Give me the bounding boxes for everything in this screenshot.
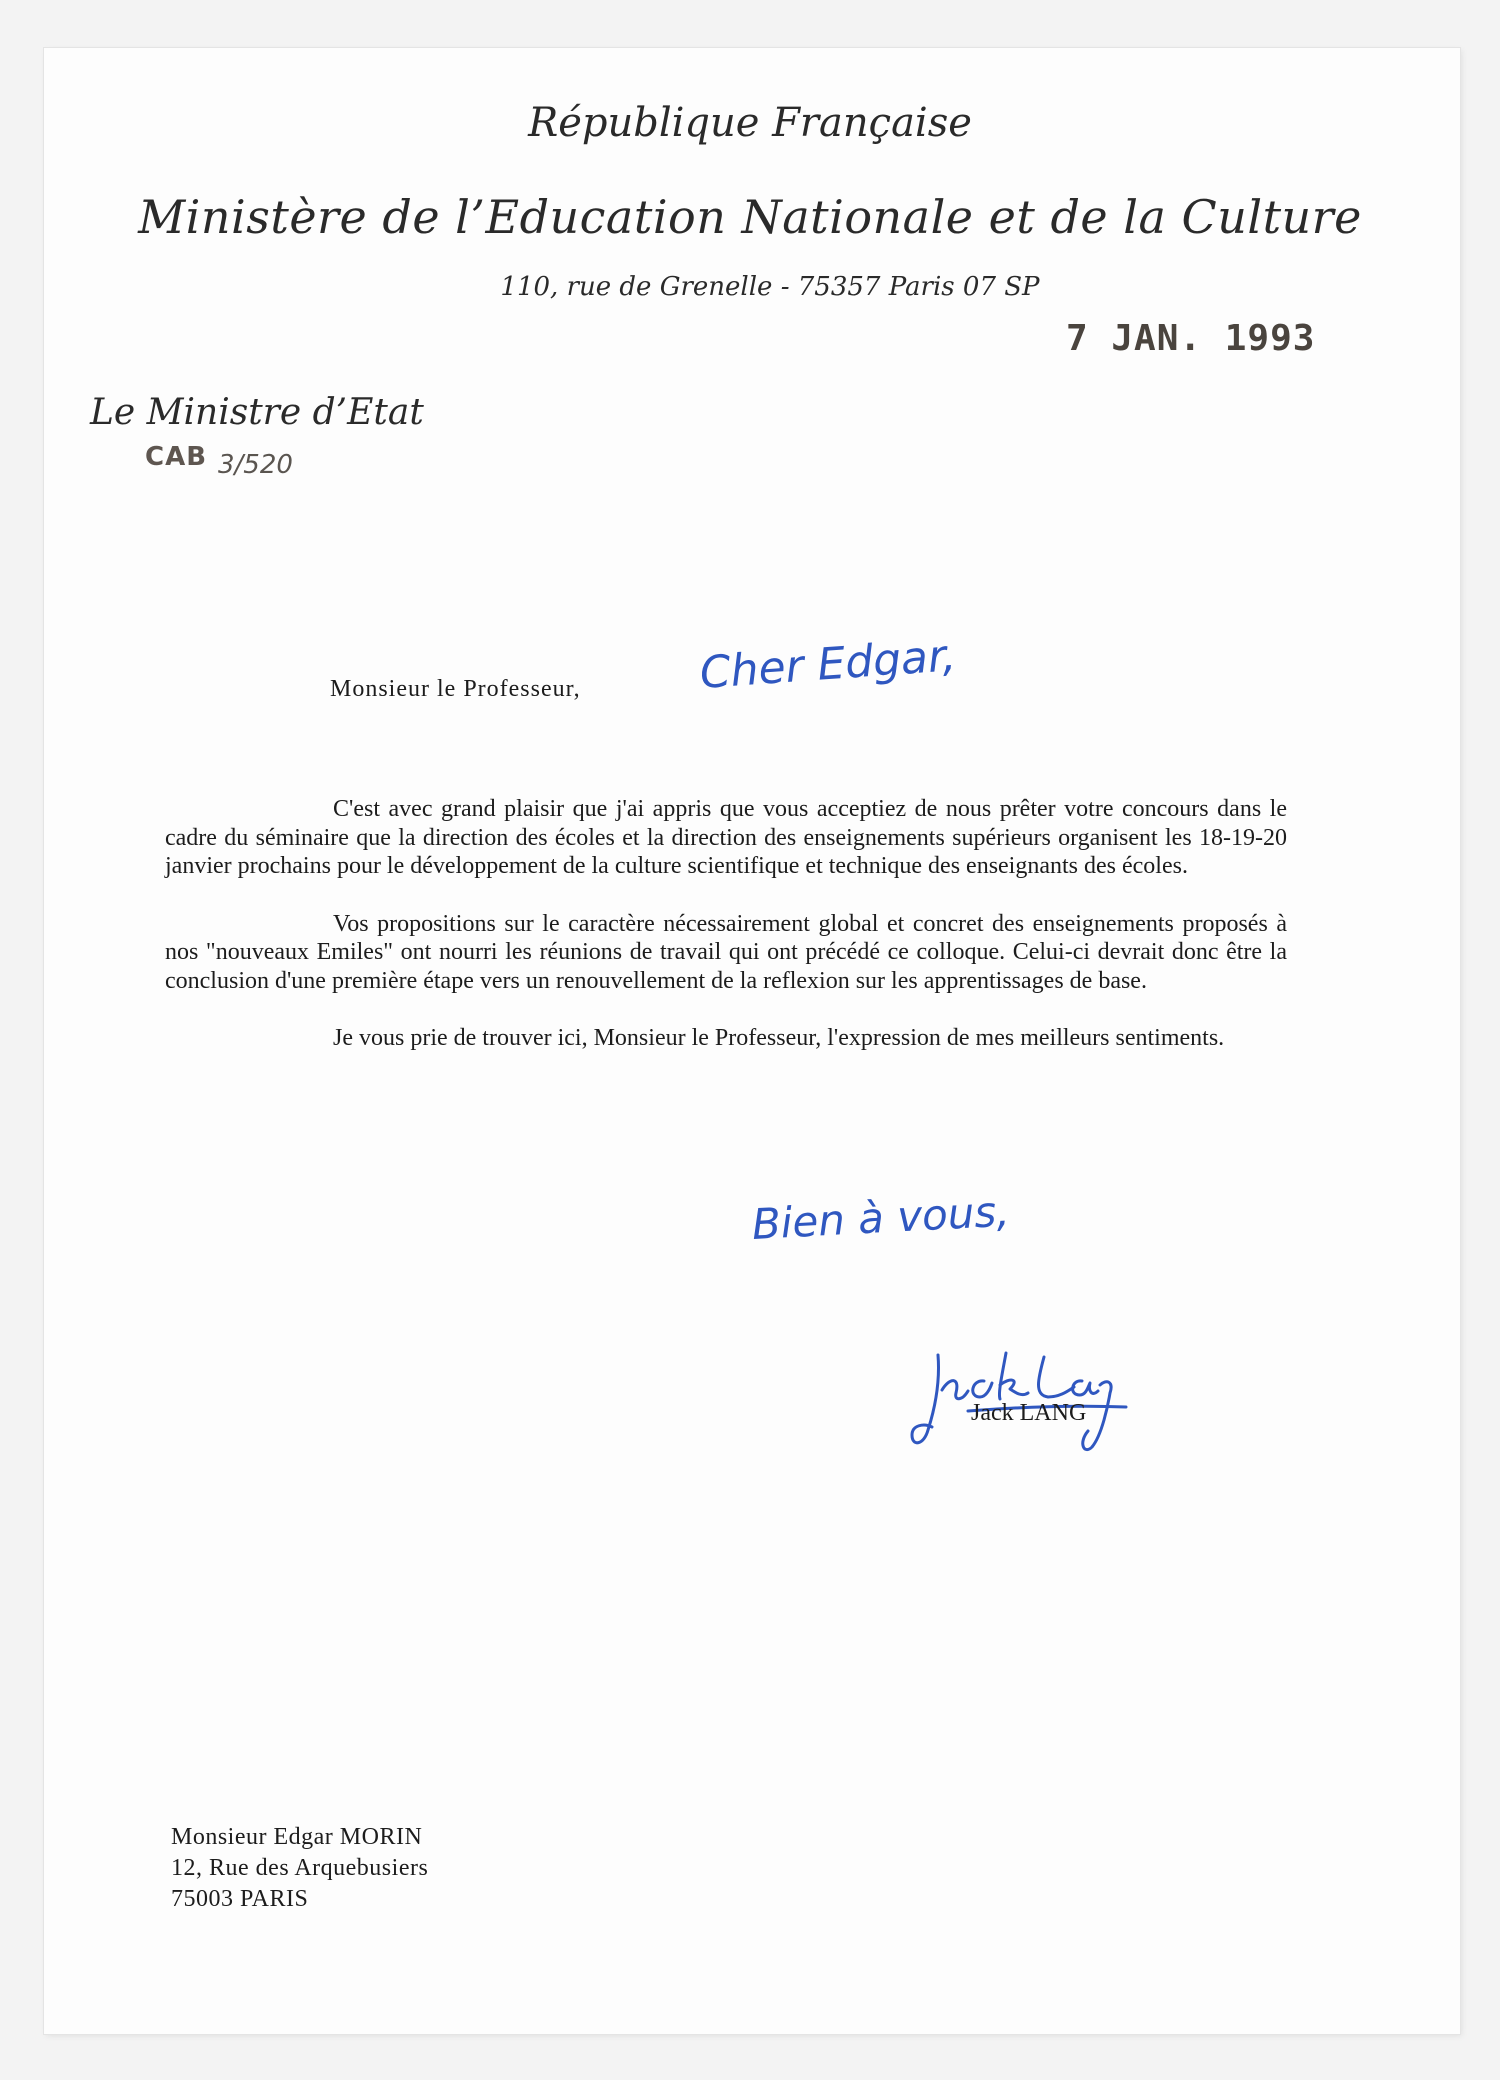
letterhead-ministry: Ministère de l’Education Nationale et de la Culture: [138, 190, 1362, 244]
salutation: Monsieur le Professeur,: [330, 676, 581, 702]
sender-title: Le Ministre d’Etat: [90, 392, 424, 433]
recipient-street: 12, Rue des Arquebusiers: [171, 1855, 429, 1881]
handwritten-greeting: Cher Edgar,: [698, 630, 958, 699]
letterhead-republic: République Française: [528, 100, 972, 146]
signature: [898, 1335, 1128, 1455]
body-paragraph: Vos propositions sur le caractère nécessairement global et concret des enseignements proposés à nos "nouveaux Emiles" ont nourri les réunions de travail qui ont précédé ce colloque. Celui-ci devrait donc être la conclusion d'une première étape vers un renouvellement de la reflexion sur les apprentissages de base.: [165, 910, 1287, 994]
body-paragraph: Je vous prie de trouver ici, Monsieur le Professeur, l'expression de mes meilleurs sentiments.: [333, 1025, 1225, 1051]
body-paragraph: C'est avec grand plaisir que j'ai appris que vous acceptiez de nous prêter votre concours dans le cadre du séminaire que la direction des écoles et la direction des enseignements supérieurs organisent les 18-19-20 janvier prochains pour le développement de la culture scientifique et technique des enseignants des écoles.: [165, 796, 1287, 879]
recipient-address: [171, 1822, 428, 1915]
recipient-city: 75003 PARIS: [171, 1886, 309, 1912]
date-stamp: 7 JAN. 1993: [1066, 318, 1316, 359]
reference-stamp: CAB: [145, 442, 208, 472]
signature-drawing: [898, 1335, 1128, 1455]
letterhead-address: 110, rue de Grenelle - 75357 Paris 07 SP: [500, 272, 1040, 302]
handwritten-closing: Bien à vous,: [750, 1186, 1011, 1249]
recipient-name: Monsieur Edgar MORIN: [171, 1824, 423, 1850]
reference-handwritten: 3/520: [218, 450, 293, 480]
letter-body: [165, 795, 1287, 1082]
signer-name: Jack LANG: [971, 1400, 1087, 1426]
